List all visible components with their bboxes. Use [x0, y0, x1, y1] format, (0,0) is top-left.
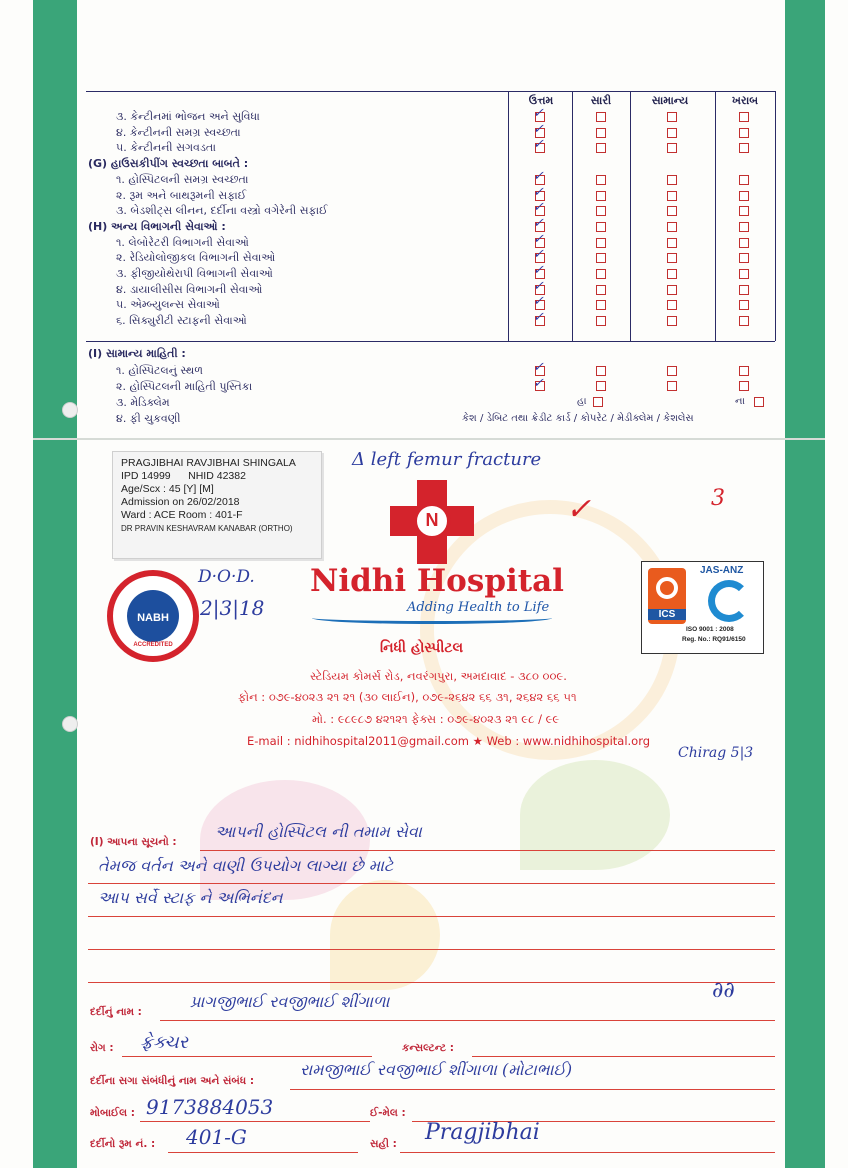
- check-mark: ✓: [533, 185, 544, 200]
- form-line: [140, 1121, 370, 1122]
- general-section-title: (I) સામાન્ય માહિતી :: [88, 347, 186, 360]
- general-checkbox[interactable]: [596, 366, 606, 376]
- form-line: [88, 916, 775, 917]
- mobile-value[interactable]: 9173884053: [146, 1095, 274, 1119]
- feedback-item-label: ૩. કેન્ટીનમાં ભોજન અને સુવિધા: [116, 110, 260, 123]
- feedback-item-label: ૧. લેબોરેટરી વિભાગની સેવાઓ: [116, 236, 249, 249]
- ward-room: Ward : ACE Room : 401-F: [121, 509, 243, 521]
- room-value[interactable]: 401-G: [186, 1125, 247, 1149]
- punch-hole: [62, 402, 78, 418]
- table-col-divider: [630, 91, 631, 341]
- suggestion-line[interactable]: તેમજ વર્તન અને વાણી ઉપયોગ લાગ્યા છે માટે: [98, 856, 394, 875]
- rating-checkbox[interactable]: [667, 128, 677, 138]
- general-checkbox[interactable]: [667, 366, 677, 376]
- relative-value[interactable]: રામજીભાઈ રવજીભાઈ શીંગાળા (મોટાભાઈ): [300, 1060, 573, 1079]
- rating-checkbox[interactable]: [667, 285, 677, 295]
- rating-checkbox[interactable]: [739, 238, 749, 248]
- rating-checkbox[interactable]: [667, 300, 677, 310]
- check-mark: ✓: [533, 169, 544, 184]
- hospital-mobile-fax: મો. : ૯૮૯૮૭ ૪૨૧૨૧ ફેક્સ : ૦૭૯-૪૦૨૩ ૨૧ ૯૮ / ૯૯: [312, 712, 560, 726]
- general-item: ૧. હોસ્પિટલનું સ્થળ: [116, 364, 203, 377]
- handwritten-digit: 3: [711, 486, 725, 511]
- feedback-item-label: ૪. કેન્ટીનની સમગ્ર સ્વચ્છતા: [116, 126, 241, 139]
- rating-checkbox[interactable]: [596, 128, 606, 138]
- logo-swoosh: [312, 612, 552, 624]
- table-col-divider: [572, 91, 573, 341]
- column-header-good: સારી: [590, 94, 612, 107]
- check-mark: ✓: [533, 263, 544, 278]
- rating-checkbox[interactable]: [596, 175, 606, 185]
- mediclaim-no-checkbox[interactable]: [754, 397, 764, 407]
- column-header-poor: ખરાબ: [731, 94, 759, 107]
- mediclaim-no-label: ના: [735, 396, 745, 407]
- feedback-item-label: ૩. બેડશીટ્સ લીનન, દર્દીના વસ્ત્રો વગેરેની સફાઈ: [116, 204, 328, 217]
- rating-checkbox[interactable]: [739, 285, 749, 295]
- rating-checkbox[interactable]: [596, 206, 606, 216]
- rating-checkbox[interactable]: [739, 143, 749, 153]
- feedback-item-label: ૨. રેડિયોલોજીકલ વિભાગની સેવાઓ: [116, 251, 276, 264]
- patient-name: PRAGJIBHAI RAVJIBHAI SHINGALA: [121, 457, 296, 469]
- nabh-text: NABH: [137, 612, 169, 624]
- nabh-seal: [107, 570, 199, 662]
- general-checkbox[interactable]: [667, 381, 677, 391]
- disease-label: રોગ :: [90, 1042, 114, 1054]
- rating-checkbox[interactable]: [667, 253, 677, 263]
- check-mark: ✓: [533, 216, 544, 231]
- check-mark: ✓: [533, 106, 544, 121]
- section-heading: (G) હાઉસકીપીંગ સ્વચ્છતા બાબતે :: [88, 157, 249, 170]
- ipd-number: IPD 14999: [121, 470, 171, 482]
- admission-date: Admission on 26/02/2018: [121, 496, 240, 508]
- rating-checkbox[interactable]: [739, 269, 749, 279]
- rating-checkbox[interactable]: [739, 300, 749, 310]
- punch-hole: [62, 716, 78, 732]
- handwritten-scribble: ∂∂: [712, 978, 735, 1003]
- email-label: ઈ-મેલ :: [370, 1107, 406, 1119]
- relative-label: દર્દીના સગા સંબંધીનું નામ અને સંબંધ :: [90, 1075, 255, 1087]
- hospital-phone: ફોન : ૦૭૯-૪૦૨૩ ૨૧ ૨૧ (૩૦ લાઈન), ૦૭૯-૨૬૪૨ ૬૬ ૩૧, ૨૬૪૨ ૬૬ ૫૧: [238, 690, 577, 704]
- check-mark: ✓: [533, 360, 544, 375]
- rating-checkbox[interactable]: [739, 222, 749, 232]
- rating-checkbox[interactable]: [667, 143, 677, 153]
- rating-checkbox[interactable]: [739, 175, 749, 185]
- rating-checkbox[interactable]: [596, 285, 606, 295]
- handwritten-dod-label: D·O·D.: [198, 567, 255, 587]
- table-col-divider: [775, 91, 776, 341]
- form-line: [290, 1089, 775, 1090]
- right-green-band: [785, 0, 825, 1168]
- suggestion-line[interactable]: આપ સર્વે સ્ટાફ ને અભિનંદન: [98, 888, 283, 907]
- mediclaim-yes-checkbox[interactable]: [593, 397, 603, 407]
- column-header-excellent: ઉત્તમ: [528, 94, 554, 107]
- page-fold: [33, 438, 825, 440]
- table-col-divider: [715, 91, 716, 341]
- patient-ids: [121, 470, 313, 483]
- feedback-item-label: ૪. ડાયાલીસીસ વિભાગની સેવાઓ: [116, 283, 263, 296]
- rating-checkbox[interactable]: [667, 112, 677, 122]
- rating-checkbox[interactable]: [667, 175, 677, 185]
- feedback-item-label: ૫. કેન્ટીનની સગવડતા: [116, 141, 216, 154]
- mobile-label: મોબાઈલ :: [90, 1107, 135, 1119]
- rating-checkbox[interactable]: [739, 128, 749, 138]
- form-line: [122, 1056, 372, 1057]
- suggestions-label: (I) આપના સૂચનો :: [90, 836, 177, 848]
- room-label: દર્દીનો રૂમ નં. :: [90, 1138, 156, 1150]
- rating-checkbox[interactable]: [667, 238, 677, 248]
- check-mark: ✓: [533, 200, 544, 215]
- ics-text: ICS: [648, 609, 686, 620]
- patient-name-value[interactable]: પ્રાગજીભાઈ રવજીભાઈ શીંગાળા: [190, 992, 390, 1011]
- handwritten-diagnosis: Δ left femur fracture: [352, 449, 542, 470]
- disease-value[interactable]: ફ્રેક્ચર: [140, 1032, 188, 1053]
- check-mark: ✓: [533, 137, 544, 152]
- doctor-name: DR PRAVIN KESHAVRAM KANABAR (ORTHO): [121, 524, 293, 533]
- general-item: ૪. ફી ચુકવણી: [116, 412, 181, 425]
- payment-modes: કેશ / ડેબિટ તથા ક્રેડીટ કાર્ડ / કોપરેટ / મેડીક્લેમ / કેશલેસ: [462, 413, 694, 424]
- rating-checkbox[interactable]: [667, 222, 677, 232]
- background-leaf: [330, 880, 440, 990]
- rating-checkbox[interactable]: [667, 206, 677, 216]
- rating-checkbox[interactable]: [739, 253, 749, 263]
- hospital-email-web: E-mail : nidhihospital2011@gmail.com ★ Web : www.nidhihospital.org: [247, 734, 651, 748]
- patient-label-sticker: [112, 451, 322, 559]
- check-mark: ✓: [533, 310, 544, 325]
- rating-checkbox[interactable]: [739, 112, 749, 122]
- rating-checkbox[interactable]: [596, 143, 606, 153]
- rating-checkbox[interactable]: [596, 269, 606, 279]
- background-leaf: [520, 760, 670, 870]
- feedback-item-label: ૬. સિક્યુરીટી સ્ટાફની સેવાઓ: [116, 314, 247, 327]
- consultant-label: કન્સલ્ટન્ટ :: [402, 1042, 454, 1054]
- sign-label: સહી :: [370, 1138, 397, 1150]
- hospital-name: Nidhi Hospital: [310, 563, 564, 599]
- form-line: [400, 1152, 775, 1153]
- general-checkbox[interactable]: [739, 381, 749, 391]
- form-line: [168, 1152, 358, 1153]
- rating-checkbox[interactable]: [596, 238, 606, 248]
- rating-checkbox[interactable]: [596, 222, 606, 232]
- nabh-ring-text: ACCREDITED: [133, 642, 173, 648]
- check-mark: ✓: [533, 376, 544, 391]
- patient-age-sex: Age/Scx : 45 [Y] [M]: [121, 483, 214, 495]
- nhid-number: NHID 42382: [188, 470, 246, 482]
- table-col-divider: [508, 91, 509, 341]
- hospital-name-gujarati: નિધી હોસ્પીટલ: [380, 640, 464, 656]
- ics-q-ring: [656, 577, 678, 599]
- check-mark: ✓: [533, 279, 544, 294]
- feedback-item-label: ૧. હોસ્પિટલની સમગ્ર સ્વચ્છતા: [116, 173, 249, 186]
- rating-checkbox[interactable]: [596, 112, 606, 122]
- rating-checkbox[interactable]: [667, 191, 677, 201]
- ics-certification-logo: [641, 561, 764, 654]
- check-mark: ✓: [533, 247, 544, 262]
- rating-checkbox[interactable]: [596, 253, 606, 263]
- form-line: [88, 949, 775, 950]
- check-mark: ✓: [533, 294, 544, 309]
- logo-n-icon: N: [413, 502, 451, 540]
- rating-checkbox[interactable]: [739, 191, 749, 201]
- rating-checkbox[interactable]: [739, 316, 749, 326]
- handwritten-dod-date: 2|3|18: [200, 596, 265, 620]
- check-mark: ✓: [533, 232, 544, 247]
- form-line: [472, 1056, 775, 1057]
- form-line: [88, 883, 775, 884]
- iso-text: ISO 9001 : 2008: [686, 626, 734, 633]
- handwritten-tick: ✓: [566, 492, 592, 527]
- rating-checkbox[interactable]: [667, 316, 677, 326]
- suggestion-line[interactable]: આપની હોસ્પિટલ ની તમામ સેવા: [215, 822, 422, 841]
- feedback-item-label: ૩. ફીજીયોથેરાપી વિભાગની સેવાઓ: [116, 267, 273, 280]
- general-checkbox[interactable]: [739, 366, 749, 376]
- handwritten-initials: Chirag 5|3: [678, 745, 754, 761]
- general-item: ૨. હોસ્પિટલની માહિતી પુસ્તિકા: [116, 380, 253, 393]
- general-item: ૩. મેડિક્લેમ: [116, 396, 170, 409]
- ics-c-icon: [708, 580, 750, 622]
- patient-name-label: દર્દીનું નામ :: [90, 1006, 142, 1018]
- section-heading: (H) અન્ય વિભાગની સેવાઓ :: [88, 220, 226, 233]
- general-checkbox[interactable]: [596, 381, 606, 391]
- form-line: [200, 850, 775, 851]
- hospital-tagline: Adding Health to Life: [407, 600, 550, 615]
- table-bottom-border: [86, 341, 775, 342]
- rating-checkbox[interactable]: [596, 300, 606, 310]
- signature: Pragjibhai: [425, 1120, 540, 1145]
- jas-anz-text: JAS-ANZ: [700, 565, 744, 576]
- rating-checkbox[interactable]: [596, 191, 606, 201]
- table-top-border: [86, 91, 775, 92]
- form-line: [88, 982, 775, 983]
- rating-checkbox[interactable]: [596, 316, 606, 326]
- left-green-band: [33, 0, 77, 1168]
- rating-checkbox[interactable]: [667, 269, 677, 279]
- feedback-item-label: ૨. રૂમ અને બાથરૂમની સફાઈ: [116, 189, 247, 202]
- feedback-item-label: ૫. એમ્બ્યુલન્સ સેવાઓ: [116, 298, 220, 311]
- reg-number: Reg. No.: RQ91/6150: [682, 636, 746, 643]
- rating-checkbox[interactable]: [739, 206, 749, 216]
- mediclaim-yes-label: હા: [577, 396, 587, 407]
- form-line: [160, 1020, 775, 1021]
- hospital-address: સ્ટેડિયમ કોમર્સ રોડ, નવરંગપુરા, અમદાવાદ - ૩૮૦ ૦૦૯.: [310, 669, 567, 683]
- check-mark: ✓: [533, 122, 544, 137]
- column-header-average: સામાન્ય: [651, 94, 689, 107]
